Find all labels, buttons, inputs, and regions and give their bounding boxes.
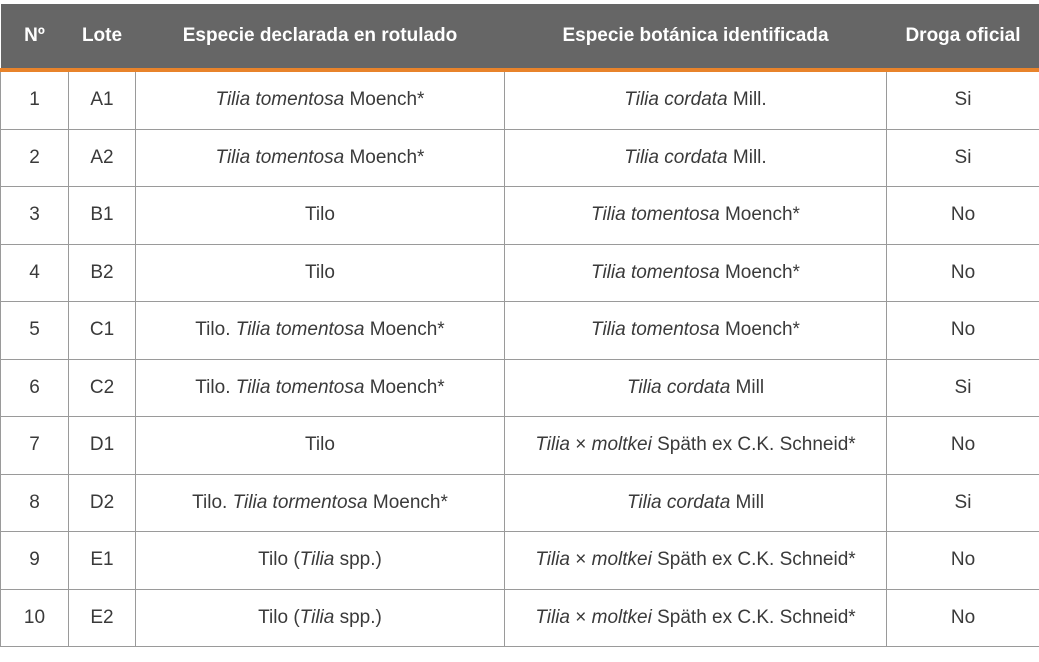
species-name-text: Tilo — [305, 204, 335, 226]
species-name-text: Moench* — [719, 261, 800, 283]
species-name-italic: Tilia tomentosa — [235, 319, 365, 341]
species-name-text: Moench* — [367, 491, 448, 513]
cell-number: 10 — [1, 589, 69, 647]
header-identified-species: Especie botánica identificada — [505, 4, 887, 70]
table-row — [1, 532, 1039, 590]
cell-identified-species — [505, 244, 887, 302]
species-name-italic: Tilia cordata — [626, 376, 731, 398]
species-name-italic: Tilia — [535, 434, 570, 456]
cell-official-drug: No — [887, 244, 1039, 302]
species-name-italic: Tilia tomentosa — [215, 146, 345, 168]
cell-declared-species — [136, 417, 505, 475]
cell-number: 2 — [1, 129, 69, 187]
species-name-italic: Tilia — [535, 606, 570, 628]
cell-lote: E1 — [69, 532, 136, 590]
cell-official-drug: Si — [887, 359, 1039, 417]
cell-identified-species — [505, 532, 887, 590]
cell-declared-species — [136, 129, 505, 187]
cell-lote: C1 — [69, 302, 136, 360]
cell-declared-species — [136, 70, 505, 129]
cell-number: 5 — [1, 302, 69, 360]
table-row — [1, 129, 1039, 187]
species-name-text: spp.) — [334, 606, 382, 628]
cell-lote: E2 — [69, 589, 136, 647]
species-name-text: Tilo ( — [258, 606, 300, 628]
species-name-italic: moltkei — [591, 434, 652, 456]
species-name-text: Späth ex C.K. Schneid* — [651, 549, 856, 571]
cell-lote: D2 — [69, 474, 136, 532]
species-name-italic: Tilia cordata — [626, 491, 731, 513]
header-number: Nº — [1, 4, 69, 70]
cell-lote: A1 — [69, 70, 136, 129]
species-name-text: Tilo. — [195, 376, 236, 398]
cell-official-drug: No — [887, 302, 1039, 360]
species-name-italic: Tilia tomentosa — [591, 261, 720, 283]
cell-declared-species — [136, 474, 505, 532]
cell-official-drug: No — [887, 417, 1039, 475]
species-name-text: Moench* — [364, 376, 445, 398]
species-name-italic: Tilia tomentosa — [235, 376, 365, 398]
cell-number: 3 — [1, 187, 69, 245]
table-row — [1, 417, 1039, 475]
table-row — [1, 187, 1039, 245]
species-name-text: × — [569, 434, 592, 456]
species-name-italic: Tilia tomentosa — [591, 204, 720, 226]
cell-identified-species — [505, 302, 887, 360]
header-official-drug: Droga oficial — [887, 4, 1039, 70]
cell-lote: C2 — [69, 359, 136, 417]
cell-number: 1 — [1, 70, 69, 129]
species-name-italic: Tilia tormentosa — [232, 491, 368, 513]
cell-official-drug: No — [887, 187, 1039, 245]
cell-official-drug: Si — [887, 129, 1039, 187]
cell-number: 4 — [1, 244, 69, 302]
species-name-text: Späth ex C.K. Schneid* — [651, 434, 856, 456]
species-name-text: Moench* — [719, 204, 800, 226]
species-name-text: Moench* — [344, 89, 425, 111]
species-name-text: Mill. — [727, 146, 767, 168]
species-name-text: Moench* — [344, 146, 425, 168]
table-header — [1, 4, 1039, 70]
species-name-text: Mill. — [727, 89, 767, 111]
table-row — [1, 244, 1039, 302]
cell-identified-species — [505, 359, 887, 417]
species-name-text: spp.) — [334, 549, 382, 571]
cell-declared-species — [136, 244, 505, 302]
cell-lote: D1 — [69, 417, 136, 475]
cell-lote: B1 — [69, 187, 136, 245]
cell-identified-species — [505, 474, 887, 532]
cell-number: 7 — [1, 417, 69, 475]
cell-lote: B2 — [69, 244, 136, 302]
species-table-container — [0, 4, 1039, 647]
species-name-text: Moench* — [364, 319, 445, 341]
species-name-text: Moench* — [719, 319, 800, 341]
species-name-italic: Tilia tomentosa — [215, 89, 345, 111]
table-row — [1, 359, 1039, 417]
cell-identified-species — [505, 187, 887, 245]
species-name-text: Tilo. — [192, 491, 233, 513]
species-name-text: Tilo. — [195, 319, 236, 341]
cell-lote: A2 — [69, 129, 136, 187]
cell-declared-species — [136, 359, 505, 417]
cell-official-drug: No — [887, 589, 1039, 647]
table-row — [1, 302, 1039, 360]
species-name-italic: Tilia cordata — [624, 89, 728, 111]
species-name-text: Späth ex C.K. Schneid* — [651, 606, 856, 628]
cell-official-drug: Si — [887, 474, 1039, 532]
table-row — [1, 589, 1039, 647]
cell-identified-species — [505, 417, 887, 475]
species-name-text: Mill — [730, 491, 765, 513]
cell-official-drug: Si — [887, 70, 1039, 129]
header-lote: Lote — [69, 4, 136, 70]
species-name-italic: Tilia cordata — [624, 146, 728, 168]
species-name-text: Tilo — [305, 261, 335, 283]
species-name-italic: Tilia tomentosa — [591, 319, 720, 341]
cell-declared-species — [136, 187, 505, 245]
species-name-text: × — [569, 606, 592, 628]
species-name-text: × — [569, 549, 592, 571]
species-name-text: Tilo ( — [258, 549, 300, 571]
cell-number: 9 — [1, 532, 69, 590]
species-name-italic: Tilia — [535, 549, 570, 571]
cell-declared-species — [136, 532, 505, 590]
cell-identified-species — [505, 129, 887, 187]
cell-identified-species — [505, 589, 887, 647]
species-name-text: Mill — [730, 376, 765, 398]
cell-identified-species — [505, 70, 887, 129]
table-body — [1, 70, 1039, 647]
cell-number: 6 — [1, 359, 69, 417]
species-name-italic: Tilia — [299, 549, 335, 571]
header-row — [1, 4, 1039, 70]
species-name-italic: Tilia — [299, 606, 335, 628]
species-name-italic: moltkei — [591, 606, 652, 628]
cell-declared-species — [136, 302, 505, 360]
table-row — [1, 474, 1039, 532]
cell-number: 8 — [1, 474, 69, 532]
cell-declared-species — [136, 589, 505, 647]
cell-official-drug: No — [887, 532, 1039, 590]
species-name-italic: moltkei — [591, 549, 652, 571]
header-declared-species: Especie declarada en rotulado — [136, 4, 505, 70]
species-table — [0, 4, 1039, 647]
species-name-text: Tilo — [305, 434, 335, 456]
table-row — [1, 70, 1039, 129]
